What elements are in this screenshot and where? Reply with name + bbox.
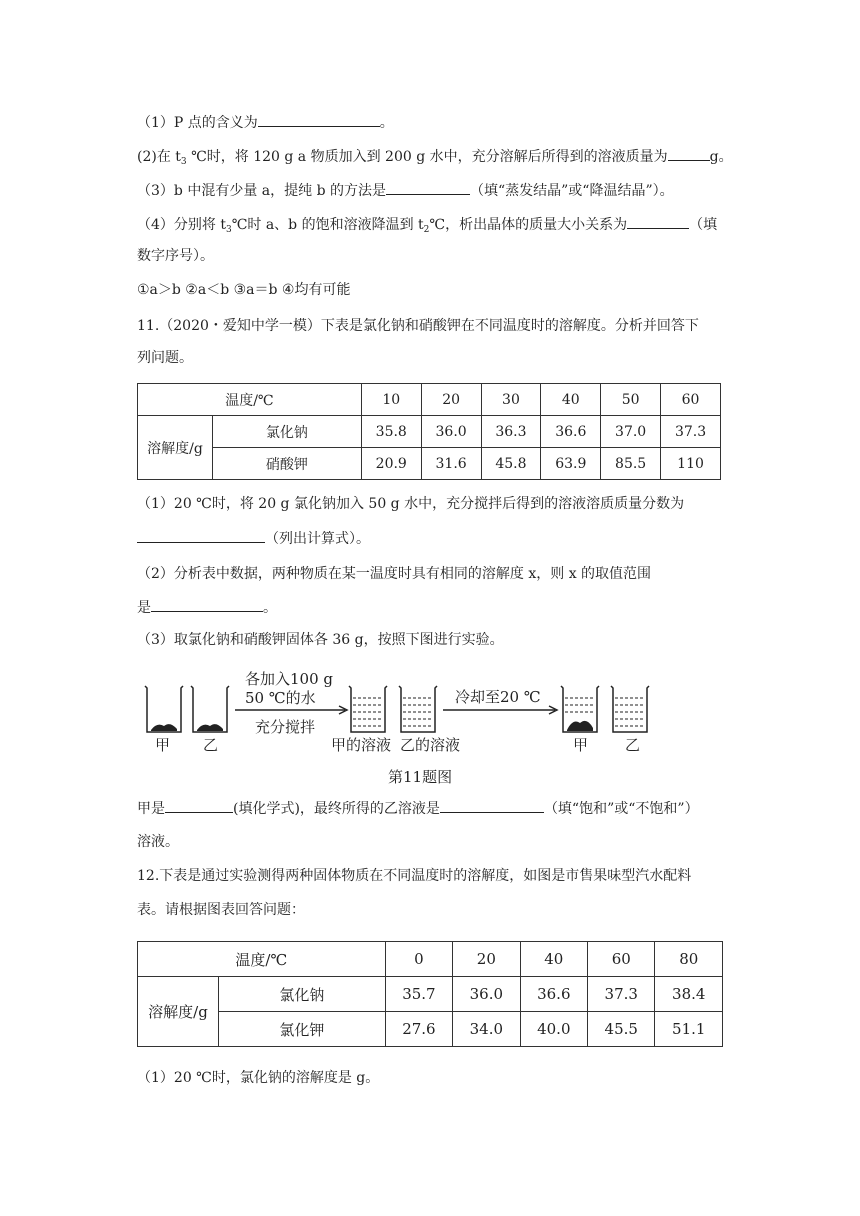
temp-cell: 60 [661, 384, 721, 416]
value-cell: 110 [661, 448, 721, 480]
temp-cell: 80 [655, 942, 723, 977]
value-cell: 36.6 [520, 977, 587, 1012]
value-cell: 35.8 [361, 416, 421, 448]
temp-cell: 40 [541, 384, 601, 416]
answer-blank[interactable] [258, 112, 380, 127]
answer-blank[interactable] [137, 528, 265, 543]
q12-intro: 12.下表是通过实验测得两种固体物质在不同温度时的溶解度，如图是市售果味型汽水配料 [137, 868, 692, 884]
value-cell: 27.6 [385, 1012, 452, 1047]
step1-label-b: 50 ℃的水 [245, 689, 316, 707]
temp-cell: 60 [588, 942, 655, 977]
q11-part3: （3）取氯化钠和硝酸钾固体各 36 g，按照下图进行实验。 [137, 632, 504, 648]
q11-part1: （1）20 ℃时，将 20 g 氯化钠加入 50 g 水中，充分搅拌后得到的溶液溶质质量分数为 [137, 496, 685, 512]
row-label: 氯化钠 [213, 416, 362, 448]
answer-blank[interactable] [440, 798, 544, 813]
solution-label-jia: 甲的溶液 [331, 736, 392, 754]
answer-blank[interactable] [151, 597, 263, 612]
value-cell: 35.7 [385, 977, 452, 1012]
value-cell: 45.5 [588, 1012, 655, 1047]
q12-intro-cont: 表。请根据图表回答问题： [137, 902, 305, 918]
value-cell: 40.0 [520, 1012, 587, 1047]
beaker-label-yi-final: 乙 [625, 736, 641, 754]
answer-blank[interactable] [165, 798, 233, 813]
temp-cell: 0 [385, 942, 452, 977]
value-cell: 36.6 [541, 416, 601, 448]
q11-solubility-table [137, 383, 721, 480]
step2-label: 冷却至20 ℃ [455, 688, 541, 706]
table-header: 温度/℃ [138, 384, 362, 416]
row-group-label: 溶解度/g [138, 416, 213, 480]
q11-answer-cont: 溶液。 [137, 834, 179, 850]
q10-part3: （3）b 中混有少量 a，提纯 b 的方法是 （填“蒸发结晶”或“降温结晶”）。 [137, 180, 674, 201]
q11-intro: 11.（2020・爱知中学一模）下表是氯化钠和硝酸钾在不同温度时的溶解度。分析并回答下 [137, 318, 699, 334]
answer-blank[interactable] [627, 214, 689, 229]
row-label: 氯化钾 [219, 1012, 386, 1047]
temp-cell: 50 [601, 384, 661, 416]
q11-answer: 甲是 (填化学式)，最终所得的乙溶液是 （填“饱和”或“不饱和”） [137, 798, 699, 819]
q11-part1-cont: （列出计算式）。 [137, 528, 370, 549]
q10-part4: （4）分别将 $t_3℃$时 a、b 的饱和溶液降温到 $t_2℃$，析出晶体的质量大小关系为 （填 [137, 214, 717, 240]
beaker-label-jia: 甲 [155, 736, 171, 754]
value-cell: 36.0 [421, 416, 481, 448]
q11-part2-cont: 是 。 [137, 597, 277, 618]
value-cell: 37.3 [661, 416, 721, 448]
experiment-diagram [137, 672, 657, 752]
answer-blank[interactable] [668, 146, 710, 161]
value-cell: 36.0 [453, 977, 520, 1012]
figure-caption: 第11题图 [388, 768, 453, 786]
value-cell: 85.5 [601, 448, 661, 480]
row-label: 硝酸钾 [213, 448, 362, 480]
value-cell: 34.0 [453, 1012, 520, 1047]
value-cell: 63.9 [541, 448, 601, 480]
table-header: 温度/℃ [138, 942, 386, 977]
value-cell: 36.3 [481, 416, 541, 448]
value-cell: 51.1 [655, 1012, 723, 1047]
value-cell: 37.0 [601, 416, 661, 448]
q11-intro-cont: 列问题。 [137, 350, 193, 366]
temp-cell: 20 [421, 384, 481, 416]
q10-part1: （1）P 点的含义为 。 [137, 112, 394, 133]
value-cell: 20.9 [361, 448, 421, 480]
q12-solubility-table [137, 941, 723, 1047]
solution-label-yi: 乙的溶液 [400, 736, 461, 754]
q10-part2: (2)在 $t_3$ ℃时，将 120 g a 物质加入到 200 g 水中，充分溶解后所得到的溶液质量为 g。 [137, 146, 733, 172]
step1-label-c: 充分搅拌 [255, 718, 316, 736]
q12-part1: （1）20 ℃时，氯化钠的溶解度是 g。 [137, 1070, 380, 1086]
temp-cell: 10 [361, 384, 421, 416]
q10-part4-cont: 数字序号）。 [137, 248, 214, 264]
value-cell: 38.4 [655, 977, 723, 1012]
beaker-label-yi: 乙 [203, 736, 219, 754]
q11-part2: （2）分析表中数据，两种物质在某一温度时具有相同的溶解度 x，则 x 的取值范围 [137, 566, 652, 582]
row-group-label: 溶解度/g [138, 977, 219, 1047]
step1-label-a: 各加入100 g [245, 670, 334, 688]
q10-options: ①a＞b ②a＜b ③a＝b ④均有可能 [137, 282, 351, 298]
row-label: 氯化钠 [219, 977, 386, 1012]
beaker-label-jia-final: 甲 [573, 736, 589, 754]
temp-cell: 40 [520, 942, 587, 977]
value-cell: 31.6 [421, 448, 481, 480]
temp-cell: 30 [481, 384, 541, 416]
answer-blank[interactable] [386, 180, 470, 195]
value-cell: 45.8 [481, 448, 541, 480]
temp-cell: 20 [453, 942, 520, 977]
value-cell: 37.3 [588, 977, 655, 1012]
